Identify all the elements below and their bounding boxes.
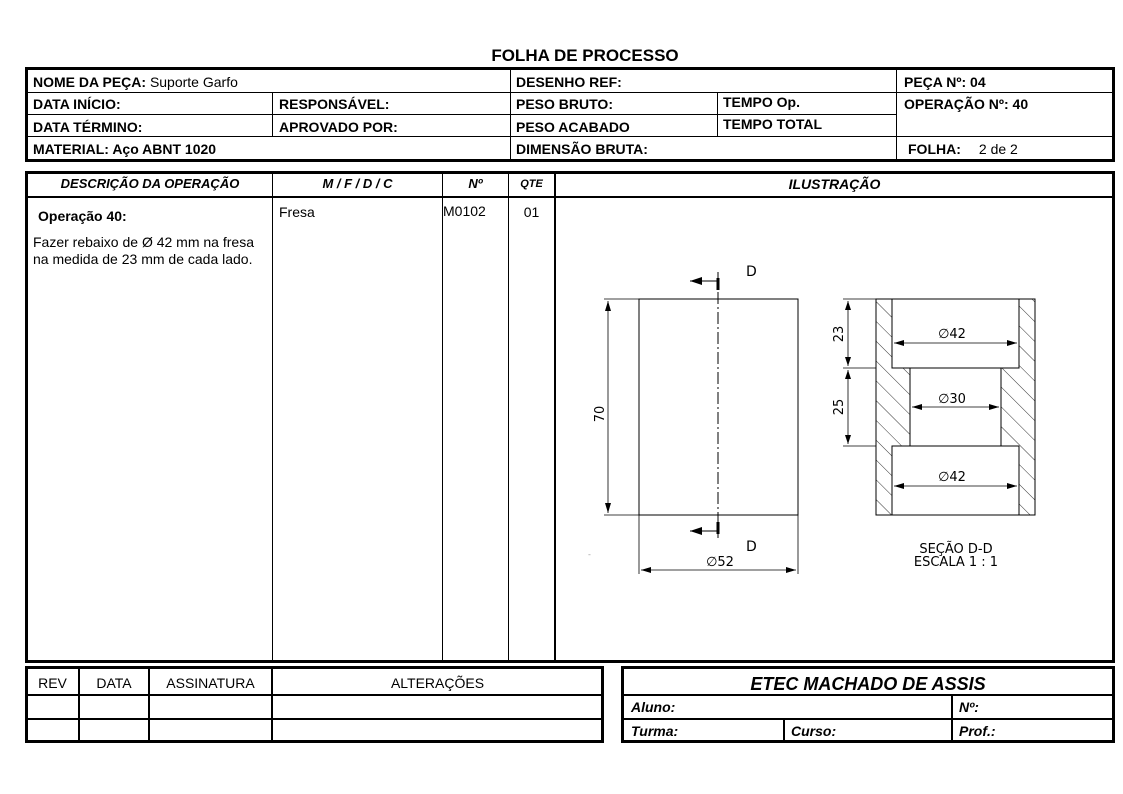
row-divider bbox=[623, 694, 1113, 696]
operation-number: OPERAÇÃO Nº: 40 bbox=[904, 96, 1029, 112]
date-header: DATA bbox=[96, 675, 132, 691]
arrowhead bbox=[845, 301, 851, 310]
finished-weight-label: PESO ACABADO bbox=[516, 119, 630, 135]
arrowhead bbox=[845, 357, 851, 366]
end-date-label: DATA TÉRMINO: bbox=[33, 119, 143, 135]
section-hatch-right bbox=[1001, 299, 1035, 515]
section-letter-bottom: D bbox=[746, 539, 757, 555]
course-label: Curso: bbox=[791, 723, 837, 739]
col-header-mfdc: M / F / D / C bbox=[322, 176, 393, 191]
part-number: PEÇA Nº: 04 bbox=[904, 74, 986, 90]
dim-bore-top-text: ∅42 bbox=[938, 327, 966, 342]
school-name: ETEC MACHADO DE ASSIS bbox=[750, 674, 986, 694]
changes-header: ALTERAÇÕES bbox=[390, 675, 485, 691]
arrowhead bbox=[1007, 483, 1017, 489]
op-time-label: TEMPO Op. bbox=[723, 94, 800, 110]
operation-number-value: M0102 bbox=[443, 203, 486, 219]
row-divider bbox=[27, 694, 602, 696]
arrowhead bbox=[786, 567, 796, 573]
dim-height-text: 70 bbox=[593, 405, 608, 423]
arrowhead bbox=[845, 435, 851, 444]
total-time-label: TEMPO TOTAL bbox=[723, 116, 823, 132]
col-header-qty: QTE bbox=[520, 178, 543, 190]
signature-header: ASSINATURA bbox=[166, 675, 255, 691]
dim-top-text: 23 bbox=[832, 325, 847, 343]
operation-title: Operação 40: bbox=[38, 208, 127, 224]
raw-dimension-label: DIMENSÃO BRUTA: bbox=[516, 141, 648, 157]
rev-header: REV bbox=[38, 675, 67, 691]
column-divider bbox=[783, 720, 785, 741]
arrowhead bbox=[989, 404, 999, 410]
stray-mark: - bbox=[588, 550, 591, 559]
student-label: Aluno: bbox=[631, 699, 676, 715]
col-header-description: DESCRIÇÃO DA OPERAÇÃO bbox=[60, 176, 240, 191]
class-label: Turma: bbox=[631, 723, 679, 739]
drawing-ref-label: DESENHO REF: bbox=[516, 74, 622, 90]
part-name-label: NOME DA PEÇA: bbox=[33, 74, 147, 90]
operation-quantity: 01 bbox=[523, 204, 540, 220]
page-title: FOLHA DE PROCESSO bbox=[491, 46, 679, 65]
arrowhead bbox=[894, 340, 904, 346]
row-divider bbox=[623, 718, 1113, 720]
operation-machine: Fresa bbox=[279, 204, 315, 220]
arrowhead bbox=[1007, 340, 1017, 346]
arrowhead bbox=[605, 503, 611, 513]
dim-middle-text: 25 bbox=[832, 398, 847, 416]
student-number-label: Nº: bbox=[959, 699, 979, 715]
col-header-illustration: ILUSTRAÇÃO bbox=[788, 176, 881, 192]
arrowhead bbox=[894, 483, 904, 489]
arrowhead bbox=[845, 370, 851, 379]
part-name-value: Suporte Garfo bbox=[149, 74, 238, 90]
arrowhead bbox=[641, 567, 651, 573]
column-divider bbox=[951, 696, 953, 741]
arrowhead bbox=[605, 301, 611, 311]
section-title: SEÇÃO D-D bbox=[919, 542, 993, 557]
dim-diameter-outer-text: ∅52 bbox=[706, 555, 734, 570]
section-arrowhead-bottom bbox=[690, 527, 702, 535]
dim-bore-middle-text: ∅30 bbox=[938, 392, 966, 407]
col-header-number: Nº bbox=[468, 176, 483, 191]
section-hatch-left bbox=[876, 299, 910, 515]
teacher-label: Prof.: bbox=[959, 723, 996, 739]
sheet-label: FOLHA: bbox=[908, 141, 961, 157]
start-date-label: DATA INÍCIO: bbox=[33, 96, 121, 112]
gross-weight-label: PESO BRUTO: bbox=[516, 96, 613, 112]
arrowhead bbox=[912, 404, 922, 410]
section-letter-top: D bbox=[746, 264, 757, 280]
section-arrowhead-top bbox=[690, 277, 702, 285]
material-label: MATERIAL: Aço ABNT 1020 bbox=[33, 141, 217, 157]
section-scale: ESCALA 1 : 1 bbox=[913, 555, 999, 570]
sheet-value: 2 de 2 bbox=[978, 141, 1018, 157]
dim-bore-bottom-text: ∅42 bbox=[938, 470, 966, 485]
approved-by-label: APROVADO POR: bbox=[279, 119, 398, 135]
operation-description: Fazer rebaixo de Ø 42 mm na fresa na medida de 23 mm de cada lado. bbox=[33, 234, 254, 267]
responsible-label: RESPONSÁVEL: bbox=[279, 96, 390, 112]
row-divider bbox=[27, 718, 602, 720]
